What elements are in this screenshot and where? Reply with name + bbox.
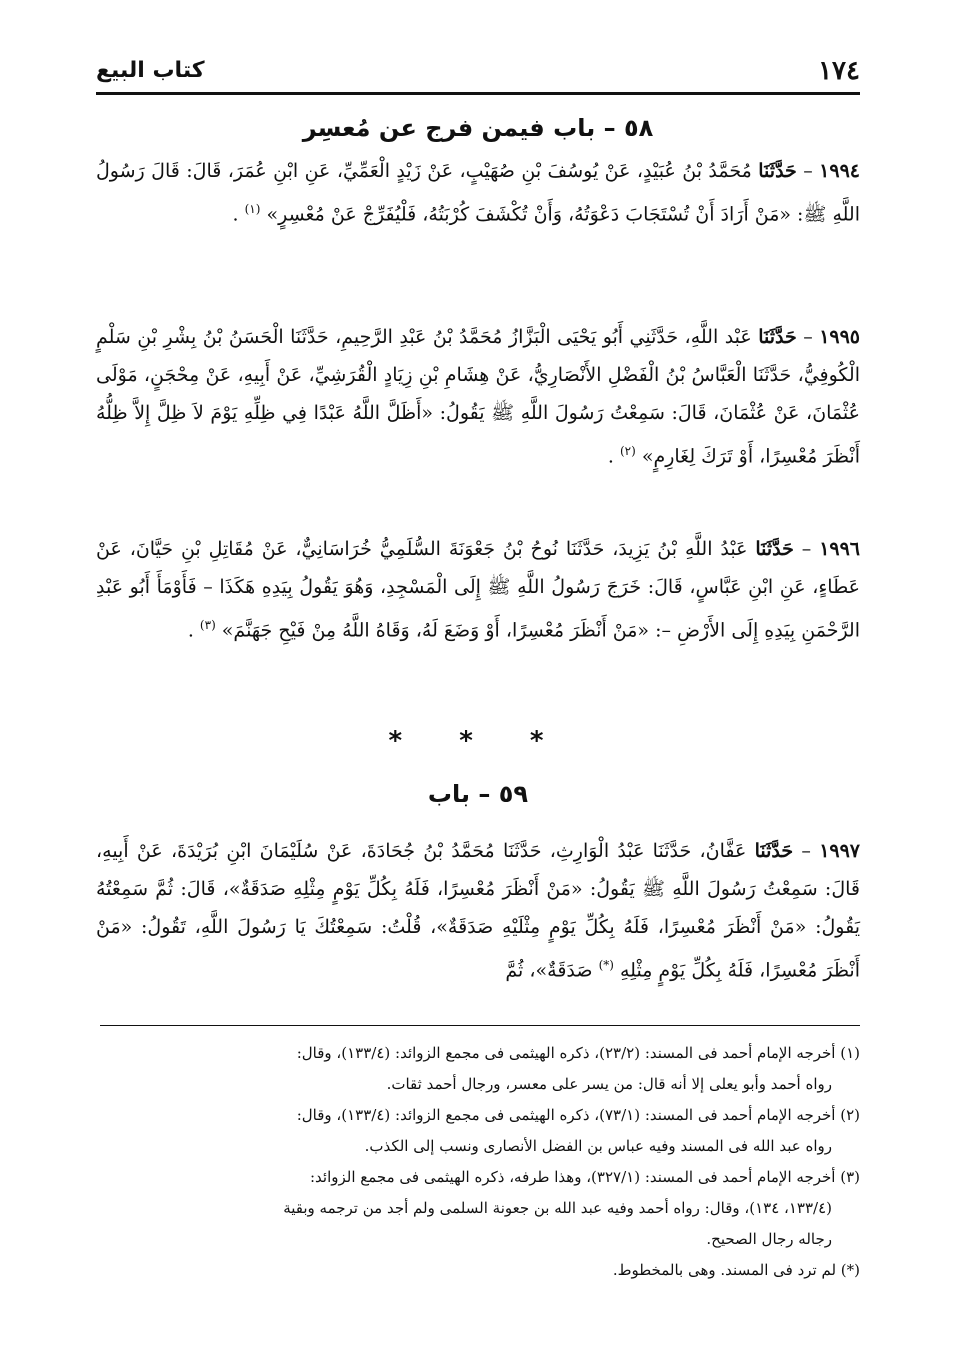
hadith-1995: ١٩٩٥ – حَدَّثَنَا عَبْد اللَّهِ، حَدَّثَنِي أَبُو يَحْيَى الْبَزَّازُ مُحَمَّدُ بْنُ عَبْدِ الرَّحِيمِ، حَدَّثَنَا الْحَسَنُ بْنُ بِشْرِ بْنِ سَلْمٍ الْكُوفِيُّ، حَدَّثَنَا الْعَبَّاسُ بْنُ الْفَضْلِ الأَنْصَارِيُّ، عَنْ هِشَامِ بْنِ زِيَادٍ الْقُرَشِيِّ، عَنْ أَبِيهِ، عَنْ مِحْجَنٍ، مَوْلَى عُثْمَانَ، عَنْ عُثْمَانَ، قَالَ: سَمِعْتُ رَسُولَ اللَّهِ ﷺ يَقُولُ: «أَظَلَّ اللَّهُ عَبْدًا فِي ظِلِّهِ يَوْمَ لاَ ظِلَّ إِلاَّ ظِلُّهُ أَنْظَرَ مُعْسِرًا، أَوْ تَرَكَ لِغَارِمٍ» $^{(٢)}$ . xyxy=(96,326,861,468)
hadith-lead: حَدَّثَنَا xyxy=(754,840,794,862)
hadith-1997: ١٩٩٧ – حَدَّثَنَا عَفَّانُ، حَدَّثَنَا عَبْدُ الْوَارِثِ، حَدَّثَنَا مُحَمَّدُ بْنُ جُحَادَةَ، عَنْ سُلَيْمَانَ ابْنِ بُرَيْدَةَ، عَنْ أَبِيهِ، قَالَ: سَمِعْتُ رَسُولَ اللَّهِ ﷺ يَقُولُ: «مَنْ أَنْظَرَ مُعْسِرًا، فَلَهُ بِكُلِّ يَوْمٍ مِثْلِهِ صَدَقَةٌ»، قَالَ: ثُمَّ سَمِعْتُهُ يَقُولُ: «مَنْ أَنْظَرَ مُعْسِرًا، فَلَهُ بِكُلِّ يَوْمٍ مِثْلَيْهِ صَدَقَةٌ»، قُلْتُ: سَمِعْتُكَ يَا رَسُولَ اللَّهِ، تَقُولُ: «مَنْ أَنْظَرَ مُعْسِرًا، فَلَهُ بِكُلِّ يَوْمٍ مِثْلِهِ (*) صَدَقَةٌ»، ثُمَّ xyxy=(96,840,861,982)
hadith-tail: . xyxy=(187,619,194,642)
hadith-tail: . xyxy=(607,445,614,468)
footnote-ref: (*) xyxy=(598,958,614,972)
hadith-lead: حَدَّثَنَا xyxy=(758,326,797,348)
hadith-1996: ١٩٩٦ – حَدَّثَنَا عَبْدُ اللَّهِ بْنُ يَزِيدَ، حَدَّثَنَا نُوحُ بْنُ جَعْوَنَةَ السُّلَمِيُّ خُرَاسَانِيٌّ، عَنْ مُقَاتِلِ بْنِ حَيَّانَ، عَنْ عَطَاءٍ، عَنِ ابْنِ عَبَّاسٍ، قَالَ: خَرَجَ رَسُولُ اللَّهِ ﷺ إِلَى الْمَسْجِدِ، وَهُوَ يَقُولُ بِيَدِهِ هَكَذَا – فَأَوْمَأَ أَبُو عَبْدِ الرَّحْمَنِ بِيَدِهِ إِلَى الأَرْضِ –: «مَنْ أَنْظَرَ مُعْسِرًا، أَوْ وَضَعَ لَهُ، وَقَاهُ اللَّهُ مِنْ فَيْحِ جَهَنَّمَ» $^{(٣)}$ . xyxy=(96,538,861,642)
section-separator: * * * xyxy=(388,726,568,756)
footnote-1 xyxy=(96,1038,860,1100)
footnote-ref: (٣) xyxy=(199,618,216,632)
footnote-2 xyxy=(96,1100,860,1162)
book-title: كتاب البيع xyxy=(96,58,205,83)
footnote-star xyxy=(96,1255,860,1286)
footnote-line: (٢) أخرجه الإمام أحمد فى المسند: (٧٣/١)، ذكره الهيثمى فى مجمع الزوائد: (١٣٣/٤)، وقال: xyxy=(296,1106,860,1124)
hadith-1994: ١٩٩٤ – حَدَّثَنَا مُحَمَّدُ بْنُ عُبَيْدٍ، عَنْ يُوسُفَ بْنِ صُهَيْبٍ، عَنْ زَيْدٍ الْعَمِّيِّ، عَنِ ابْنِ عُمَرَ، قَالَ: قَالَ رَسُولُ اللَّهِ ﷺ: «مَنْ أَرَادَ أَنْ تُسْتَجَابَ دَعْوَتُهُ، وَأَنْ تُكْشَفَ كُرْبَتُهُ، فَلْيُفَرِّجْ عَنْ مُعْسِرٍ» $^{(١)}$ . xyxy=(96,160,860,226)
hadith-lead: حَدَّثَنَا xyxy=(755,538,794,560)
footnote-ref: (١) xyxy=(244,202,261,216)
footnote-ref: (٢) xyxy=(619,444,636,458)
hadith-number: ١٩٩٧ xyxy=(819,840,861,862)
page-number: ١٧٤ xyxy=(818,56,860,86)
footnote-line: رجاله رجال الصحيح. xyxy=(706,1230,832,1248)
footnote-line: (١٣٣/٤، ١٣٤)، وقال: رواه أحمد وفيه عبد الله بن جعونة السلمى ولم أجد من ترجمه وبقية xyxy=(283,1199,832,1217)
footnote-line: (*) لم ترد فى المسند. وهى بالمخطوط. xyxy=(612,1261,860,1279)
hadith-number: ١٩٩٦ xyxy=(819,538,861,560)
footnote-line: رواه أحمد وأبو يعلى إلا أنه قال: من يسر على معسر، ورجال أحمد ثقات. xyxy=(386,1075,832,1093)
header-rule xyxy=(96,92,860,95)
hadith-text: عَفَّانُ، حَدَّثَنَا عَبْدُ الْوَارِثِ، حَدَّثَنَا مُحَمَّدُ بْنُ جُحَادَةَ، عَنْ سُلَيْمَانَ ابْنِ بُرَيْدَةَ، عَنْ أَبِيهِ، قَالَ: سَمِعْتُ رَسُولَ اللَّهِ ﷺ يَقُولُ: «مَنْ أَنْظَرَ مُعْسِرًا، فَلَهُ بِكُلِّ يَوْمٍ مِثْلِهِ صَدَقَةٌ»، قَالَ: ثُمَّ سَمِعْتُهُ يَقُولُ: «مَنْ أَنْظَرَ مُعْسِرًا، فَلَهُ بِكُلِّ يَوْمٍ مِثْلَيْهِ صَدَقَةٌ»، قُلْتُ: سَمِعْتُكَ يَا رَسُولَ اللَّهِ، تَقُولُ: «مَنْ أَنْظَرَ مُعْسِرًا، فَلَهُ بِكُلِّ يَوْمٍ مِثْلِهِ xyxy=(96,840,860,982)
footnote-3 xyxy=(96,1162,860,1255)
footnote-line: رواه عبد الله فى المسند وفيه عباس بن الفضل الأنصارى ونسب إلى الكذب. xyxy=(364,1137,832,1155)
hadith-tail: . xyxy=(232,203,239,226)
footnote-rule xyxy=(100,1025,860,1026)
hadith-number: ١٩٩٥ xyxy=(819,326,861,348)
footnotes xyxy=(96,1038,860,1286)
hadith-text: مُحَمَّدُ بْنُ عُبَيْدٍ، عَنْ يُوسُفَ بْنِ صُهَيْبٍ، عَنْ زَيْدٍ الْعَمِّيِّ، عَنِ ابْنِ عُمَرَ، قَالَ: قَالَ رَسُولُ اللَّهِ ﷺ: «مَنْ أَرَادَ أَنْ تُسْتَجَابَ دَعْوَتُهُ، وَأَنْ تُكْشَفَ كُرْبَتُهُ، فَلْيُفَرِّجْ عَنْ مُعْسِرٍ» xyxy=(96,160,860,226)
chapter-heading-59: ٥٩ – باب xyxy=(427,780,529,808)
hadith-tail: صَدَقَةٌ»، ثُمَّ xyxy=(505,959,593,982)
footnote-line: (٣) أخرجه الإمام أحمد فى المسند: (٣٢٧/١)، وهذا طرفه، ذكره الهيثمى فى مجمع الزوائد: xyxy=(309,1168,860,1186)
footnote-line: (١) أخرجه الإمام أحمد فى المسند: (٢٣/٢)، ذكره الهيثمى فى مجمع الزوائد: (١٣٣/٤)، وقال: xyxy=(296,1044,860,1062)
hadith-number: ١٩٩٤ xyxy=(819,160,860,182)
hadith-text: عَبْدُ اللَّهِ بْنُ يَزِيدَ، حَدَّثَنَا نُوحُ بْنُ جَعْوَنَةَ السُّلَمِيُّ خُرَاسَانِيٌّ، عَنْ مُقَاتِلِ بْنِ حَيَّانَ، عَنْ عَطَاءٍ، عَنِ ابْنِ عَبَّاسٍ، قَالَ: خَرَجَ رَسُولُ اللَّهِ ﷺ إِلَى الْمَسْجِدِ، وَهُوَ يَقُولُ بِيَدِهِ هَكَذَا – فَأَوْمَأَ أَبُو عَبْدِ الرَّحْمَنِ بِيَدِهِ إِلَى الأَرْضِ –: «مَنْ أَنْظَرَ مُعْسِرًا، أَوْ وَضَعَ لَهُ، وَقَاهُ اللَّهُ مِنْ فَيْحِ جَهَنَّمَ» xyxy=(96,538,860,642)
page-header xyxy=(96,56,860,90)
chapter-heading-58: ٥٨ – باب فيمن فرج عن مُعسِر xyxy=(302,114,654,142)
hadith-lead: حَدَّثَنَا xyxy=(758,160,797,182)
hadith-text: عَبْد اللَّهِ، حَدَّثَنِي أَبُو يَحْيَى الْبَزَّازُ مُحَمَّدُ بْنُ عَبْدِ الرَّحِيمِ، حَدَّثَنَا الْحَسَنُ بْنُ بِشْرِ بْنِ سَلْمٍ الْكُوفِيُّ، حَدَّثَنَا الْعَبَّاسُ بْنُ الْفَضْلِ الأَنْصَارِيُّ، عَنْ هِشَامِ بْنِ زِيَادٍ الْقُرَشِيِّ، عَنْ أَبِيهِ، عَنْ مِحْجَنٍ، مَوْلَى عُثْمَانَ، عَنْ عُثْمَانَ، قَالَ: سَمِعْتُ رَسُولَ اللَّهِ ﷺ يَقُولُ: «أَظَلَّ اللَّهُ عَبْدًا فِي ظِلِّهِ يَوْمَ لاَ ظِلَّ إِلاَّ ظِلُّهُ أَنْظَرَ مُعْسِرًا، أَوْ تَرَكَ لِغَارِمٍ» xyxy=(96,326,860,468)
